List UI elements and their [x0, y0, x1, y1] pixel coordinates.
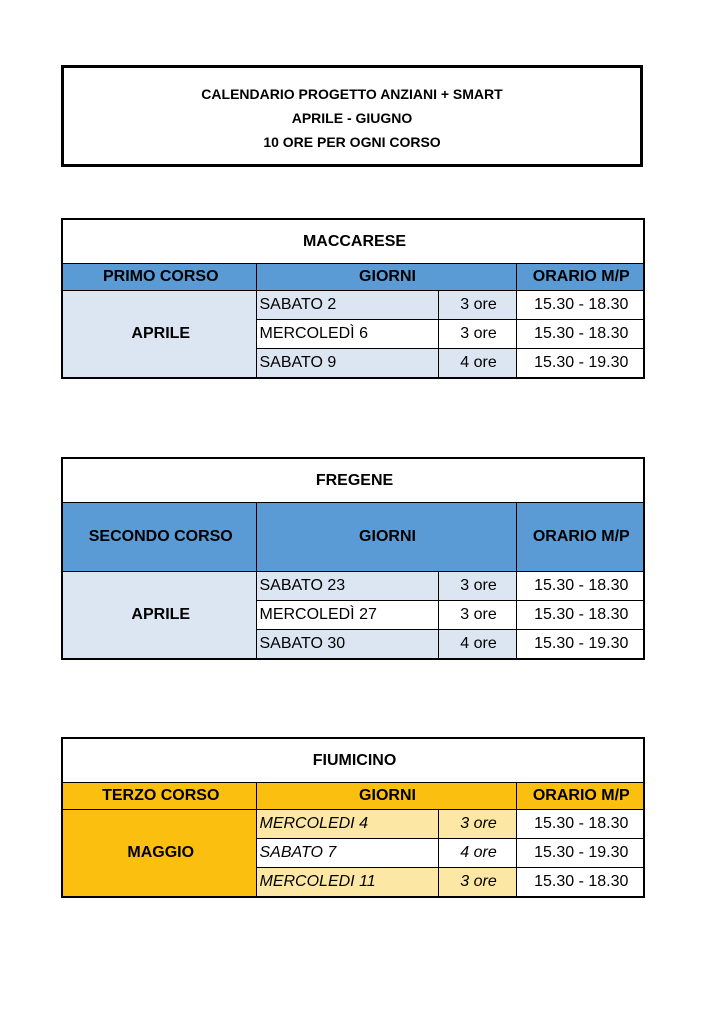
- day-cell: MERCOLEDÌ 6: [256, 320, 438, 349]
- header-hours-note: 10 ORE PER OGNI CORSO: [263, 134, 441, 150]
- header-title: CALENDARIO PROGETTO ANZIANI + SMART: [201, 86, 503, 102]
- days-header: GIORNI: [256, 264, 516, 291]
- course-header: TERZO CORSO: [62, 783, 256, 810]
- hours-cell: 3 ore: [438, 810, 516, 839]
- month-cell: APRILE: [62, 572, 256, 660]
- hours-cell: 4 ore: [438, 839, 516, 868]
- schedule-table-fiumicino: [61, 737, 645, 898]
- day-cell: SABATO 30: [256, 630, 438, 660]
- day-cell: MERCOLEDI 4: [256, 810, 438, 839]
- hours-cell: 3 ore: [438, 572, 516, 601]
- table-row: [62, 572, 644, 601]
- time-cell: 15.30 - 19.30: [516, 839, 644, 868]
- schedule-table-fregene: [61, 457, 645, 660]
- table-row: [62, 291, 644, 320]
- days-header: GIORNI: [256, 503, 516, 572]
- table-row: [62, 810, 644, 839]
- hours-cell: 4 ore: [438, 630, 516, 660]
- hours-cell: 3 ore: [438, 868, 516, 898]
- table-title: FIUMICINO: [62, 738, 644, 783]
- time-cell: 15.30 - 18.30: [516, 868, 644, 898]
- course-header: SECONDO CORSO: [62, 503, 256, 572]
- day-cell: SABATO 9: [256, 349, 438, 379]
- time-cell: 15.30 - 18.30: [516, 291, 644, 320]
- month-cell: APRILE: [62, 291, 256, 379]
- schedule-table-maccarese: [61, 218, 645, 379]
- time-cell: 15.30 - 18.30: [516, 572, 644, 601]
- day-cell: MERCOLEDI 11: [256, 868, 438, 898]
- table-title: MACCARESE: [62, 219, 644, 264]
- days-header: GIORNI: [256, 783, 516, 810]
- hours-cell: 3 ore: [438, 320, 516, 349]
- time-cell: 15.30 - 18.30: [516, 601, 644, 630]
- time-cell: 15.30 - 19.30: [516, 349, 644, 379]
- day-cell: SABATO 23: [256, 572, 438, 601]
- time-header: ORARIO M/P: [516, 783, 644, 810]
- time-cell: 15.30 - 18.30: [516, 810, 644, 839]
- header-box: [61, 65, 643, 167]
- hours-cell: 3 ore: [438, 291, 516, 320]
- day-cell: SABATO 7: [256, 839, 438, 868]
- time-header: ORARIO M/P: [516, 264, 644, 291]
- day-cell: MERCOLEDÌ 27: [256, 601, 438, 630]
- course-header: PRIMO CORSO: [62, 264, 256, 291]
- month-cell: MAGGIO: [62, 810, 256, 898]
- time-cell: 15.30 - 19.30: [516, 630, 644, 660]
- hours-cell: 4 ore: [438, 349, 516, 379]
- time-cell: 15.30 - 18.30: [516, 320, 644, 349]
- header-period: APRILE - GIUGNO: [291, 110, 413, 126]
- table-title: FREGENE: [62, 458, 644, 503]
- day-cell: SABATO 2: [256, 291, 438, 320]
- hours-cell: 3 ore: [438, 601, 516, 630]
- time-header: ORARIO M/P: [516, 503, 644, 572]
